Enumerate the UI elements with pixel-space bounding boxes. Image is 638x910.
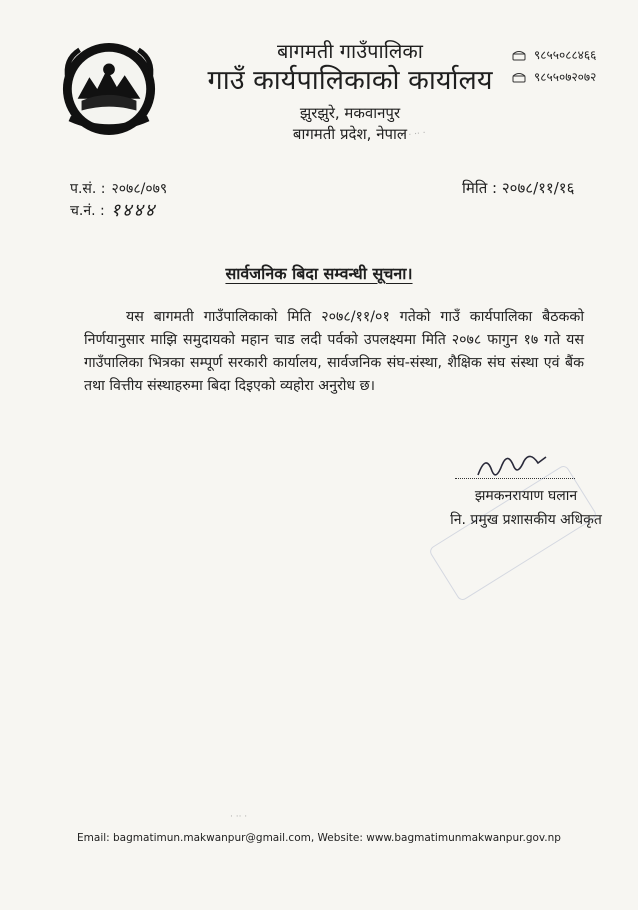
signatory-name: झमकनरायाण घलान xyxy=(474,488,578,504)
pa-sa-value: २०७८/०७९ xyxy=(111,181,168,197)
ref-row-pa-sa xyxy=(70,178,167,200)
pa-sa-label: प.सं. : xyxy=(70,181,106,197)
signatory-designation: नि. प्रमुख प्रशासकीय अधिकृत xyxy=(450,512,602,528)
faint-stamp-mark: · ·· · xyxy=(230,812,248,822)
office-name: गाउँ कार्यपालिकाको कार्यालय xyxy=(207,65,493,96)
phone-row xyxy=(512,44,596,66)
letter-date: मिति : २०७८/११/१६ xyxy=(462,179,575,197)
telephone-icon xyxy=(512,72,526,83)
telephone-icon xyxy=(512,50,526,61)
notice-body: यस बागमती गाउँपालिकाको मिति २०७८/११/०१ गतेको गाउँ कार्यपालिका बैठकको निर्णयानुसार माझि समुदायको महान चाड लदी पर्वको उपलक्ष्यमा मिति २०७८ फागुन १७ गते यस गाउँपालिका भित्रका सम्पूर्ण सरकारी कार्यालय, सार्वजनिक संघ-संस्था, शैक्षिक संघ संस्था एवं बैंक तथा वित्तीय संस्थाहरुमा बिदा दिइएको व्यहोरा अनुरोध छ। xyxy=(84,309,584,394)
office-place: झुरझुरे, मकवानपुर xyxy=(299,104,401,122)
footer-contact: Email: bagmatimun.makwanpur@gmail.com, Website: www.bagmatimunmakwanpur.gov.np xyxy=(77,832,561,844)
municipality-name: बागमती गाउँपालिका xyxy=(277,39,423,63)
letterhead xyxy=(190,38,510,144)
notice-title-text: सार्वजनिक बिदा सम्वन्धी सूचना। xyxy=(225,264,413,283)
notice-title xyxy=(0,262,638,284)
phone-number: ९८५५०८८४६६ xyxy=(534,48,597,62)
office-province: बागमती प्रदेश, नेपाल xyxy=(292,125,408,143)
reference-block xyxy=(70,178,167,222)
ref-row-cha-na xyxy=(70,200,167,222)
phone-list xyxy=(512,44,596,88)
phone-row xyxy=(512,66,596,88)
faint-stamp-mark: ·· · ·· · xyxy=(399,128,427,142)
cha-na-label: च.नं. : xyxy=(70,203,105,219)
cha-na-value: १४४४ xyxy=(110,200,157,221)
nepal-emblem-logo xyxy=(60,40,158,138)
phone-number: ९८५५०७२०७२ xyxy=(534,70,597,84)
